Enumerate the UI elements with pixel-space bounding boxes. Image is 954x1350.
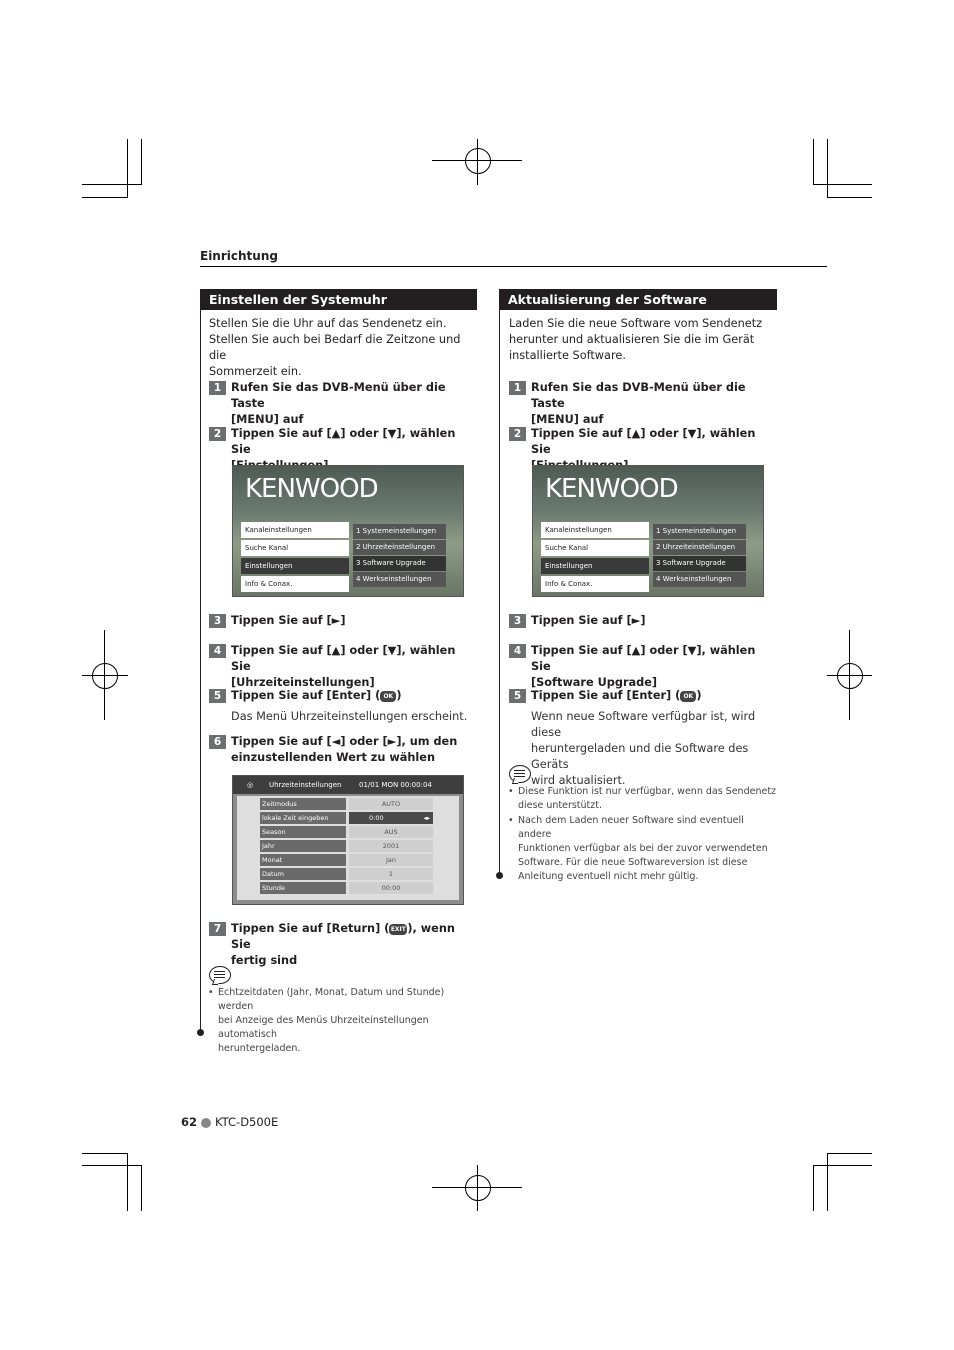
- header-rule: [200, 266, 827, 267]
- clock-row-label: Monat: [260, 854, 346, 866]
- step-text: ): [696, 689, 702, 702]
- left-column-line: [200, 310, 201, 1032]
- step-text: ): [396, 689, 402, 702]
- step-number: 2: [509, 427, 526, 441]
- menu-item: Info & Conax.: [241, 576, 349, 592]
- note-line: Diese Funktion ist nur verfügbar, wenn das Sendenetz: [518, 786, 777, 797]
- dvb-menu-screenshot: [232, 465, 464, 597]
- clock-icon: ◎: [247, 781, 254, 789]
- step-text: [Uhrzeiteinstellungen]: [231, 676, 375, 689]
- step-number: 5: [509, 689, 526, 703]
- step-text: Tippen Sie auf [◄] oder [►], um den: [231, 735, 458, 748]
- step-text: Tippen Sie auf [▲] oder [▼], wählen Sie: [231, 644, 456, 673]
- note-icon: [509, 765, 531, 783]
- menu-item: Suche Kanal: [241, 540, 349, 556]
- step-text: Rufen Sie das DVB-Menü über die Taste: [231, 381, 446, 410]
- left-heading: Einstellen der Systemuhr: [200, 289, 477, 310]
- dvb-menu-screenshot: [532, 465, 764, 597]
- submenu-item: 2 Uhrzeiteinstellungen: [653, 540, 746, 555]
- clock-title-bar: [233, 776, 463, 794]
- clock-row-label: Zeitmodus: [260, 798, 346, 810]
- step-number: 1: [509, 381, 526, 395]
- step-text: [MENU] auf: [231, 413, 304, 426]
- intro-line: herunter und aktualisieren Sie die im Gerät: [509, 333, 755, 346]
- menu-item: Suche Kanal: [541, 540, 649, 556]
- ok-button-icon: OK: [680, 691, 696, 702]
- clock-row-value: AUS: [349, 826, 433, 838]
- clock-row-value-selected: [349, 812, 433, 824]
- submenu-item: 1 Systemeinstellungen: [653, 524, 746, 539]
- clock-row-value: 00:00: [349, 882, 433, 894]
- submenu-item: 3 Software Upgrade: [353, 556, 446, 571]
- bullet: •: [508, 815, 514, 826]
- clock-row-value: 2001: [349, 840, 433, 852]
- result-line: heruntergeladen und die Software des Geräts: [531, 742, 749, 771]
- step-number: 3: [209, 614, 226, 628]
- step-text: Tippen Sie auf [▲] oder [▼], wählen Sie: [531, 427, 756, 456]
- clock-row-label: lokale Zeit eingeben: [260, 812, 346, 824]
- step-number: 1: [209, 381, 226, 395]
- step-text: Tippen Sie auf [▲] oder [▼], wählen Sie: [231, 427, 456, 456]
- menu-item: Kanaleinstellungen: [541, 522, 649, 538]
- submenu-item: 4 Werkseinstellungen: [353, 572, 446, 587]
- ok-button-icon: OK: [380, 691, 396, 702]
- left-column-end-dot: [197, 1029, 204, 1036]
- menu-item: Kanaleinstellungen: [241, 522, 349, 538]
- model-name: KTC-D500E: [215, 1115, 279, 1129]
- clock-row-label: Jahr: [260, 840, 346, 852]
- right-note-2: [508, 814, 780, 882]
- clock-row-label: Datum: [260, 868, 346, 880]
- exit-button-icon: EXIT: [390, 925, 406, 933]
- result-line: Wenn neue Software verfügbar ist, wird diese: [531, 710, 756, 739]
- clock-title: Uhrzeiteinstellungen: [269, 781, 342, 789]
- clock-row-value-text: 0:00: [369, 814, 384, 822]
- step-number: 6: [209, 735, 226, 749]
- clock-row-label: Season: [260, 826, 346, 838]
- step-number: 2: [209, 427, 226, 441]
- step-text: Tippen Sie auf [▲] oder [▼], wählen Sie: [531, 644, 756, 673]
- step-text: Tippen Sie auf [►]: [531, 614, 646, 627]
- step-text: Tippen Sie auf [►]: [231, 614, 346, 627]
- step-text: einzustellenden Wert zu wählen: [231, 751, 436, 764]
- right-note-1: [508, 785, 780, 815]
- right-heading: Aktualisierung der Software: [499, 289, 777, 310]
- note-line: Funktionen verfügbar als bei der zuvor verwendeten: [518, 843, 768, 854]
- left-step-5-result: Das Menü Uhrzeiteinstellungen erscheint.: [231, 710, 468, 723]
- step-text: fertig sind: [231, 954, 298, 967]
- right-column-line: [499, 310, 500, 875]
- step-text: Tippen Sie auf [Return] (: [231, 922, 390, 935]
- intro-line: Laden Sie die neue Software vom Sendenetz: [509, 317, 763, 330]
- intro-line: installierte Software.: [509, 349, 626, 362]
- menu-item: Info & Conax.: [541, 576, 649, 592]
- step-number: 7: [209, 922, 226, 936]
- intro-line: Stellen Sie auch bei Bedarf die Zeitzone und die: [209, 333, 461, 362]
- note-line: Nach dem Laden neuer Software sind eventuell andere: [518, 815, 744, 840]
- step-text: [Software Upgrade]: [531, 676, 658, 689]
- page-number: 62: [181, 1115, 198, 1129]
- step-text: [MENU] auf: [531, 413, 604, 426]
- result-line: wird aktualisiert.: [531, 774, 626, 787]
- step-number: 4: [509, 644, 526, 658]
- clock-datetime: 01/01 MON 00:00:04: [359, 781, 432, 789]
- submenu-item: 4 Werkseinstellungen: [653, 572, 746, 587]
- step-number: 4: [209, 644, 226, 658]
- bullet: •: [208, 987, 214, 998]
- step-text: Tippen Sie auf [Enter] (: [231, 689, 381, 702]
- intro-line: Sommerzeit ein.: [209, 365, 302, 378]
- kenwood-logo: KENWOOD: [545, 474, 678, 504]
- kenwood-logo: KENWOOD: [245, 474, 378, 504]
- submenu-item: 2 Uhrzeiteinstellungen: [353, 540, 446, 555]
- footer-circle-icon: [201, 1118, 211, 1128]
- clock-panel: [237, 796, 459, 900]
- right-column-end-dot: [496, 872, 503, 879]
- menu-item-selected: Einstellungen: [241, 558, 349, 574]
- page-footer: [181, 1115, 278, 1129]
- right-step-5-result: [531, 709, 781, 789]
- note-line: Anleitung eventuell nicht mehr gültig.: [518, 871, 699, 882]
- bullet: •: [508, 786, 514, 797]
- step-text: Tippen Sie auf [Enter] (: [531, 689, 681, 702]
- right-intro: [509, 316, 777, 364]
- section-label: Einrichtung: [200, 249, 278, 263]
- step-text: ), wenn Sie: [231, 922, 455, 951]
- clock-row-label: Stunde: [260, 882, 346, 894]
- note-line: Software. Für die neue Softwareversion ist diese: [518, 857, 748, 868]
- note-line: heruntergeladen.: [218, 1043, 301, 1054]
- note-line: Echtzeitdaten (Jahr, Monat, Datum und Stunde) werden: [218, 987, 445, 1012]
- step-number: 5: [209, 689, 226, 703]
- submenu-item: 3 Software Upgrade: [653, 556, 746, 571]
- menu-item-selected: Einstellungen: [541, 558, 649, 574]
- note-line: bei Anzeige des Menüs Uhrzeiteinstellungen automatisch: [218, 1015, 429, 1040]
- clock-row-value: AUTO: [349, 798, 433, 810]
- submenu-item: 1 Systemeinstellungen: [353, 524, 446, 539]
- left-intro: [209, 316, 477, 380]
- step-text: Rufen Sie das DVB-Menü über die Taste: [531, 381, 746, 410]
- left-right-arrows-icon: ◂▸: [423, 814, 430, 822]
- clock-row-value: Jan: [349, 854, 433, 866]
- clock-row-value: 1: [349, 868, 433, 880]
- intro-line: Stellen Sie die Uhr auf das Sendenetz ein.: [209, 317, 447, 330]
- note-icon: [209, 966, 231, 984]
- note-line: diese unterstützt.: [518, 800, 602, 811]
- step-number: 3: [509, 614, 526, 628]
- clock-settings-screenshot: [232, 775, 464, 905]
